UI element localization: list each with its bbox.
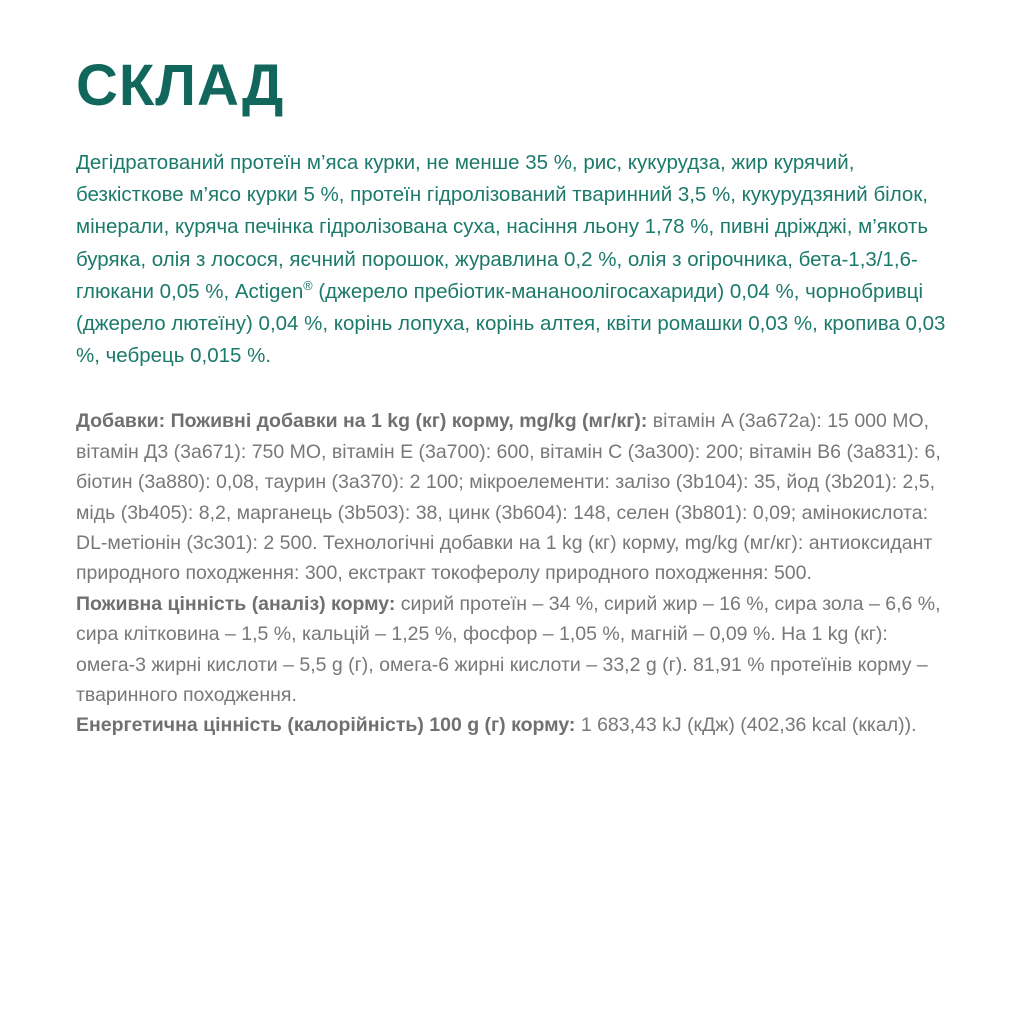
section-spacer — [76, 372, 966, 406]
page-title: СКЛАД — [76, 53, 285, 118]
additives-paragraph — [76, 406, 956, 588]
energy-value-label: Енергетична цінність (калорійність) 100 g (г) корму: — [76, 714, 576, 737]
nutrition-details-block — [76, 406, 956, 740]
additives-label: Добавки: Поживні добавки на 1 kg (кг) корму, mg/kg (мг/кг): — [76, 410, 648, 433]
energy-value-text: 1 683,43 kJ (кДж) (402,36 kcal (ккал)). — [575, 714, 917, 737]
additives-text: вітамін A (3a672a): 15 000 МО, вітамін Д3 (3a671): 750 МО, вітамін E (3a700): 600, вітамін C (3a300): 200; вітамін B6 (3a831): 6, біотин (3a880): 0,08, таурин (3a370): 2 100; мікроелементи: залізо (3b104): 35, йод (3b201): 2,5, мідь (3b405): 8,2, марганець (3b503): 38, цинк (3b604): 148, селен (3b801): 0,09; амінокислота: DL-метіонін (3c301): 2 500. Технологічні добавки на 1 kg (кг) корму, mg/kg (мг/кг): антиоксидант природного походження: 300, екстракт токоферолу природного походження: 500. — [76, 410, 941, 585]
composition-text-continued: (джерело пребіотик-мананоолігосахариди) 0,04 %, чорнобривці (джерело лютеїну) 0,04 %, корінь лопуха, корінь алтея, квіти ромашки 0,03 %, кропива 0,03 %, чебрець 0,015 %. — [76, 279, 946, 368]
nutritional-value-label: Поживна цінність (аналіз) корму: — [76, 592, 396, 615]
content-column — [76, 53, 966, 741]
registered-trademark-icon: ® — [303, 277, 313, 293]
composition-paragraph — [76, 147, 956, 372]
nutritional-value-paragraph — [76, 589, 956, 711]
energy-value-paragraph — [76, 710, 956, 740]
nutritional-value-text: сирий протеїн – 34 %, сирий жир – 16 %, сира зола – 6,6 %, сира клітковина – 1,5 %, кальцій – 1,25 %, фосфор – 1,05 %, магній – 0,09 %. На 1 kg (кг): омега-3 жирні кислоти – 5,5 g (г), омега-6 жирні кислоти – 33,2 g (г). 81,91 % протеїнів корму – тваринного походження. — [76, 592, 941, 706]
composition-text-main: Дегідратований протеїн м’яса курки, не менше 35 %, рис, кукурудза, жир курячий, безкісткове м’ясо курки 5 %, протеїн гідролізований тваринний 3,5 %, кукурудзяний білок, мінерали, куряча печінка гідролізована суха, насіння льону 1,78 %, пивні дріжджі, м’якоть буряка, олія з лосося, яєчний порошок, журавлина 0,2 %, олія з огірочника, бета-1,3/1,6-глюкани 0,05 %, Actigen — [76, 150, 929, 303]
